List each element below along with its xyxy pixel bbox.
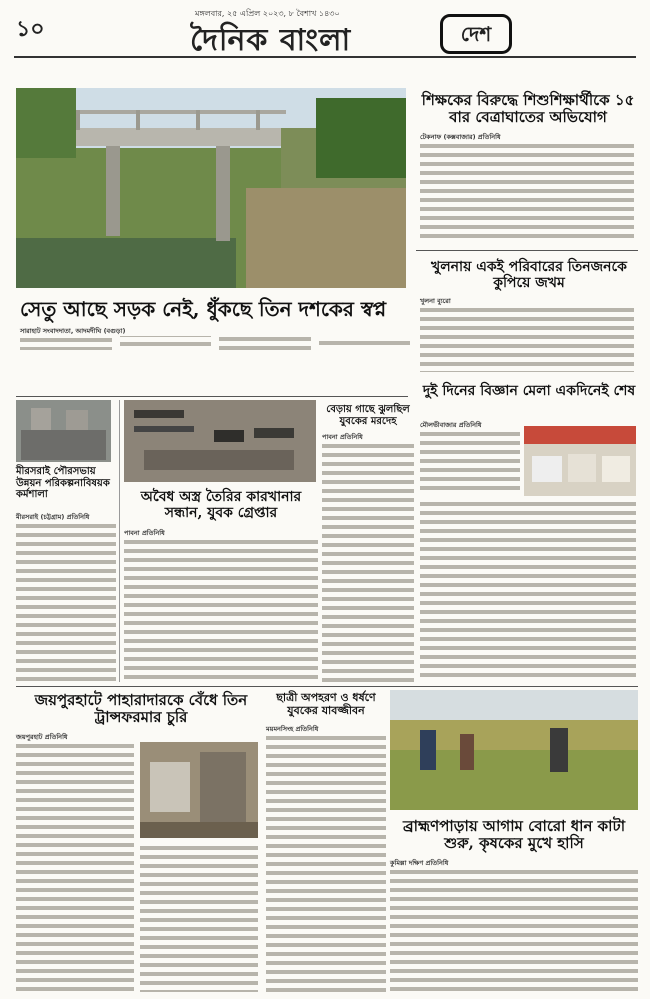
- middle-divider: [16, 686, 638, 687]
- harvest-body: [390, 868, 638, 992]
- khulna-body: [420, 306, 634, 372]
- paper-title: দৈনিক বাংলা: [190, 23, 352, 58]
- abduction-headline: ছাত্রী অপহরণ ও ধর্ষণে যুবকের যাবজ্জীবন: [276, 691, 376, 717]
- mirsarai-divider: [119, 400, 120, 682]
- arms-byline: পাবনা প্রতিনিধি: [124, 529, 165, 537]
- science-headline: দুই দিনের বিজ্ঞান মেলা একদিনেই শেষ: [422, 383, 636, 399]
- mirsarai-byline: মীরসরাই (চট্টগ্রাম) প্রতিনিধি: [16, 513, 90, 521]
- page-number: ১০: [16, 16, 45, 42]
- science-byline: মৌলভীবাজার প্রতিনিধি: [420, 421, 482, 429]
- lead-byline: সারাহাট সংবাদদাতা, আদমদীঘি (বগুড়া): [20, 327, 126, 335]
- mirsarai-photo: [16, 400, 111, 462]
- khulna-byline: খুলনা ব্যুরো: [420, 297, 451, 305]
- science-photo: [524, 426, 636, 496]
- teacher-byline: টেকনাফ (কক্সবাজার) প্রতিনিধি: [420, 133, 501, 141]
- khulna-headline: খুলনায় একই পরিবারের তিনজনকে কুপিয়ে জখম: [431, 259, 627, 291]
- header-date: মঙ্গলবার, ২৫ এপ্রিল ২০২৩, ৮ বৈশাখ ১৪৩০: [195, 9, 340, 18]
- lead-body: [20, 336, 410, 392]
- tree-body: [322, 442, 414, 682]
- harvest-byline: কুমিল্লা দক্ষিণ প্রতিনিধি: [390, 859, 449, 867]
- science-body: [420, 500, 636, 682]
- arms-headline: অবৈধ অস্ত্র তৈরির কারখানার সন্ধান, যুবক গ্রেপ্তার: [140, 489, 302, 521]
- science-body-top: [420, 430, 520, 494]
- transformer-body: [16, 742, 134, 992]
- lead-divider: [16, 396, 408, 397]
- teacher-divider: [416, 250, 638, 251]
- paper-logo: দেশ: [440, 14, 512, 54]
- harvest-photo: [390, 690, 638, 810]
- harvest-headline: ব্রাহ্মণপাড়ায় আগাম বোরো ধান কাটা শুরু, কৃষকের মুখে হাসি: [402, 817, 626, 852]
- mirsarai-body: [16, 522, 116, 682]
- arms-body: [124, 538, 318, 682]
- transformer-photo: [140, 742, 258, 838]
- tree-byline: পাবনা প্রতিনিধি: [322, 433, 363, 441]
- teacher-headline: শিক্ষকের বিরুদ্ধে শিশুশিক্ষার্থীকে ১৫ বার বেত্রাঘাতের অভিযোগ: [421, 91, 635, 126]
- lead-headline: সেতু আছে সড়ক নেই, ধুঁকছে তিন দশকের স্বপ্ন: [20, 297, 387, 321]
- transformer-body-2: [140, 844, 258, 992]
- transformer-byline: জয়পুরহাট প্রতিনিধি: [16, 733, 68, 741]
- bridge-photo: [16, 88, 406, 288]
- transformer-headline: জয়পুরহাটে পাহারাদারকে বেঁধে তিন ট্রান্সফরমার চুরি: [34, 691, 248, 726]
- arms-photo: [124, 400, 316, 482]
- tree-headline: বেড়ায় গাছে ঝুলছিল যুবকের মরদেহ: [326, 404, 410, 427]
- teacher-body: [420, 142, 634, 242]
- abduction-body: [266, 734, 386, 992]
- abduction-byline: ময়মনসিংহ প্রতিনিধি: [266, 725, 319, 733]
- mirsarai-headline: মীরসরাই পৌরসভায় উন্নয়ন পরিকল্পনাবিষয়ক কর্মশালা: [16, 466, 110, 500]
